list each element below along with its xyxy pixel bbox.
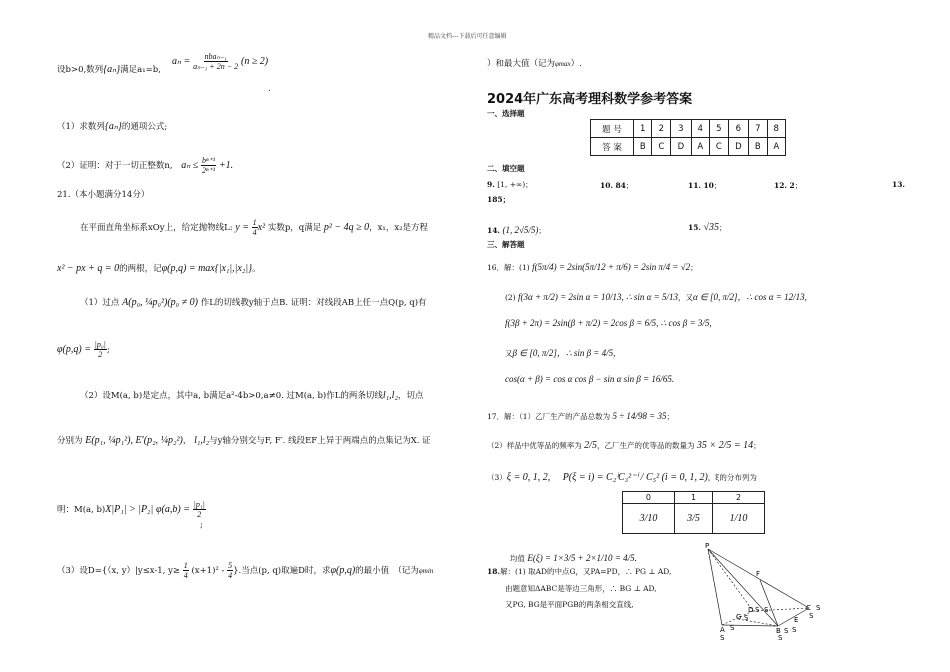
q20-formula: aₙ = $\frac{\text{nbaₙ₋₁}}{\text{aₙ₋₁ + 2n − 2}}$ (n ≥ 2) (172, 52, 269, 71)
table-cell: A (767, 138, 785, 156)
q21-title: 21.（本小题满分14分） (57, 190, 150, 200)
q16-part2: (2) f(3α + π/2) = 2sin α = 10/13, ∴ sin α = 5/13，又α ∈ [0, π/2]，∴ cos α = 12/13, (505, 292, 807, 302)
label-g: G (736, 613, 742, 621)
q17-part2: （2）样品中优等品的频率为 2/5，乙厂生产的优等品的数量为 35 × 2/5 = 14； (487, 440, 761, 451)
label-s: S (744, 614, 749, 622)
q21-part2-semi: ; (200, 520, 203, 530)
table-cell: 0 (623, 492, 675, 504)
table-cell: 3 (671, 120, 691, 138)
q20-intro-line (57, 63, 161, 75)
table-cell: 答 案 (591, 138, 634, 156)
label-a: A (720, 626, 725, 634)
q21-part3: （3）设D={（x, y）|y≤x-1, y≥ $\frac{1}{4}$ (x+1)² - $\frac{5}{4}$ }.当点(p, q)取遍D时，求φ(p,q)的最小值 （记为φmin (57, 561, 434, 580)
fill-10: 10. 84； (600, 181, 634, 190)
table-cell: 3/5 (674, 504, 712, 534)
q17-mean: 均值 E(ξ) = 1×3/5 + 2×1/10 = 4/5. (510, 553, 637, 563)
fill-13-answer: 185； (487, 195, 511, 204)
table-cell: 题 号 (591, 120, 634, 138)
q20-intro: 设b>0,数列 (57, 65, 104, 75)
table-cell: 8 (767, 120, 785, 138)
choice-answer-table (590, 119, 786, 156)
table-cell: 1 (674, 492, 712, 504)
q16-part5: cos(α + β) = cos α cos β − sin α sin β = 16/65. (505, 374, 675, 384)
table-cell: 5 (709, 120, 728, 138)
table-header-row (591, 120, 786, 138)
q18-line2: 由题意知ΔABC是等边三角形，∴ BG ⊥ AD, (505, 584, 657, 593)
fill-12: 12. 2； (774, 181, 803, 190)
pyramid-figure (700, 540, 830, 640)
label-f: F (756, 570, 761, 578)
q17-part1: 17．解：（1）乙厂生产的产品总数为 5 ÷ 14/98 = 35； (487, 411, 674, 421)
label-s: S (730, 624, 735, 632)
q20-intro2: 满足a₁=b, (120, 65, 161, 75)
q16-part4: 又β ∈ [0, π/2]，∴ sin β = 4/5, (505, 348, 616, 358)
label-s: S (755, 606, 760, 614)
table-cell: A (691, 138, 709, 156)
label-s: S (720, 634, 725, 640)
q20-part1: （1）求数列{aₙ}的通项公式; (57, 121, 168, 132)
table-cell: B (634, 138, 652, 156)
table-cell: B (749, 138, 767, 156)
label-c: C (806, 604, 811, 612)
top-text: ）和最大值（记为φmax）. (487, 59, 582, 69)
table-cell: C (709, 138, 728, 156)
table-cell: 1/10 (713, 504, 765, 534)
q16-part3: f(3β + 2π) = 2sin(β + π/2) = 2cos β = 6/5, ∴ cos β = 3/5, (505, 318, 712, 328)
q21-part1-result: φ(p,q) = $\frac{\text{|p₀|}}{2}$ ; (57, 340, 110, 359)
section-choice: 一、选择题 (487, 109, 525, 118)
label-s: S (809, 612, 814, 620)
dist-header-row (622, 492, 765, 504)
distribution-table (622, 491, 765, 534)
q20-dot: . (268, 84, 271, 94)
fill-14: 14. (1, 2√5/5)； (487, 225, 546, 235)
table-answer-row (591, 138, 786, 156)
table-cell: 1 (634, 120, 652, 138)
label-p: P (705, 542, 710, 550)
q17-part3: （3）ξ = 0, 1, 2, P(ξ = i) = C₂ⁱC₃²⁻ⁱ / C₅² (i = 0, 1, 2)，ξ的分布列为 (487, 472, 757, 483)
fill-9: 9. [1, +∞)； (487, 180, 533, 189)
q21-part2: （2）设M(a, b)是定点，其中a, b满足a²-4b>0,a≠0. 过M(a, b)作L的两条切线l₁,l₂，切点 (80, 390, 424, 401)
table-cell: D (728, 138, 748, 156)
q18-line1: 18.解：(1) 取AD的中点G，又PA=PD，∴ PG ⊥ AD, (487, 567, 672, 576)
label-s: S (784, 627, 789, 635)
label-s: S (778, 634, 783, 640)
q21-part2-line2: 分别为 E(p₁, ¼p₁²), E′(p₂, ¼p₂²)， l₁,l₂与y轴分别交与F, F′. 线段EF上异于两端点的点集记为X. 证 (57, 435, 431, 446)
q21-part2-line3: 明：M(a, b)X|P₁| > |P₂| φ(a,b) = $\frac{\text{|p₁|}}{2}$ (57, 500, 205, 519)
answer-title: 2024年广东高考理科数学参考答案 (487, 92, 693, 107)
table-cell: 3/10 (623, 504, 675, 534)
table-cell: 2 (652, 120, 671, 138)
section-solutions: 三、解答题 (487, 240, 525, 249)
page-header: 精品文档---下载后可任意编辑 (428, 33, 507, 40)
q21-line2: x² − px + q = 0的两根，记φ(p,q) = max{|x₁|,|x₂|}。 (57, 263, 261, 274)
table-cell: C (652, 138, 671, 156)
table-cell: D (671, 138, 691, 156)
table-cell: 6 (728, 120, 748, 138)
q16-part1: 16．解：(1) f(5π/4) = 2sin(5π/12 + π/6) = 2sin π/4 = √2； (487, 262, 698, 272)
label-d: D (748, 606, 754, 614)
table-cell: 7 (749, 120, 767, 138)
fill-15: 15. √35； (688, 222, 727, 233)
section-fill: 二、填空题 (487, 164, 525, 173)
q20-part2: （2）证明：对于一切正整数n, aₙ ≤ $\frac{\text{bⁿ⁺¹}}{\text{2ⁿ⁺¹}}$ +1. (57, 156, 234, 175)
fill-11: 11. 10； (688, 181, 722, 190)
table-cell: 4 (691, 120, 709, 138)
q20-cond: (n ≥ 2) (240, 56, 269, 67)
label-e: E (794, 616, 799, 624)
label-s: S (792, 626, 797, 634)
fill-13: 13. (892, 180, 906, 189)
q20-seq: {aₙ} (103, 64, 121, 75)
q18-line3: 又PG, BG是平面PGB的两条相交直线, (505, 600, 634, 609)
q21-line1: 在平面直角坐标系xOy上，给定抛物线L: y = $\frac{1}{4}$ x² 实数p，q满足 p² − 4q ≥ 0，x₁，x₂是方程 (80, 218, 429, 237)
dist-value-row (622, 504, 765, 534)
q20-formula-frac: $\frac{\text{nbaₙ₋₁}}{\text{aₙ₋₁ + 2n − 2}}$ (193, 52, 239, 71)
label-s: S (816, 604, 821, 612)
q21-part1: （1）过点 A(p₀, ¼p₀²)(p₀ ≠ 0) 作L的切线教y轴于点B. 证明：对线段AB上任一点Q(p, q)有 (80, 297, 427, 308)
table-cell: 2 (713, 492, 765, 504)
label-b: B (776, 627, 781, 635)
label-s: S (764, 606, 769, 614)
